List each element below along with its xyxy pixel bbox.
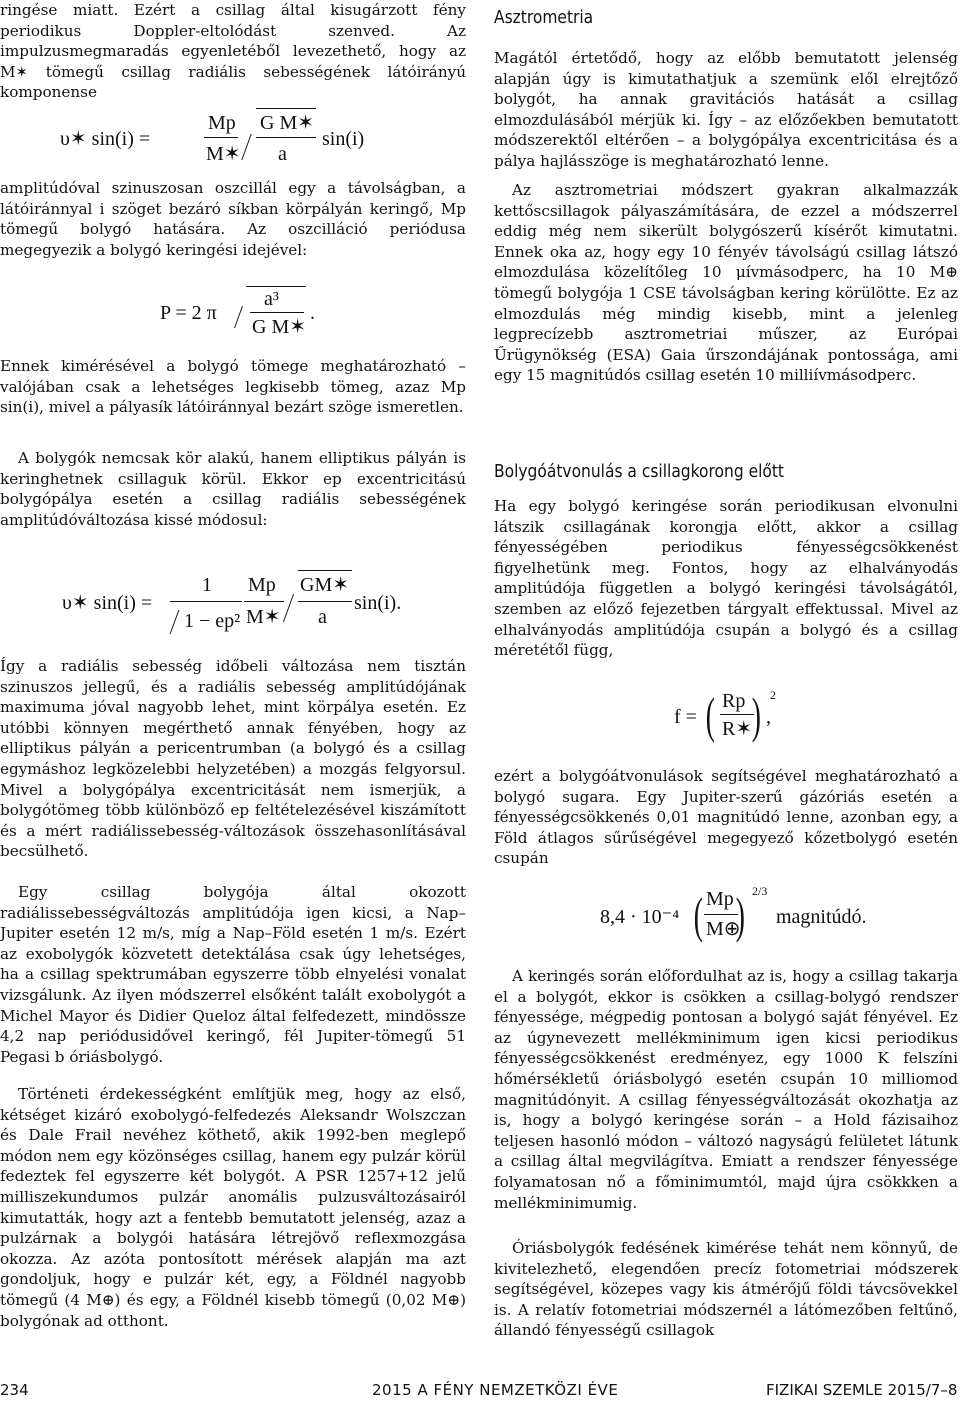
paragraph: Óriásbolygók fedésének kimérése tehát nem könnyű, de kivitelezhető, elegendően precíz fotometriai módszerek segítségével, közepes vagy kis átmérőjű földi távcsövekkel is. A relatív fotometriai módszernél a látómezőben feltűnő, állandó fényességű csillagok xyxy=(494,1239,958,1340)
paragraph: ringése miatt. Ezért a csillag által kisugárzott fény periodikus Doppler-eltolódást szenved. Az impulzusmegmaradás egyenletéből levezethető, hogy az M✶ tömegű csillag radiális sebességének látóirányú komponense xyxy=(0,1,466,102)
paragraph: A keringés során előfordulhat az is, hogy a csillag takarja el a bolygót, ekkor is csökken a csillag-bolygó rendszer fényessége, mégpedig pontosan a bolygó saját fényével. Ez az úgynevezett mellékminimum igen kicsi periodikus fényességcsökkenést eredményez, egy 1000 K felszíni hőmérsékletű óriásbolygó esetén csupán 10 milliomod magnitúdónyit. A csillag fényességváltozását okozhatja az is, hogy a bolygó keringése során – a Hold fázisaihoz teljesen hasonló módon – változó nagyságú felületet látunk a csillag által megvilágítva. Emiatt a rendszer fényessége folyamatosan nő a főminimumtól, majd újra csökkken a mellékminimumig. xyxy=(494,967,958,1212)
paragraph: amplitúdóval szinuszosan oszcillál egy a távolságban, a látóiránnyal i szöget bezáró síkban körpályán keringő, Mp tömegű bolygó hatására. Az oszcilláció periódusa megegyezik a bolygó keringési idejével: xyxy=(0,179,466,259)
paragraph: Egy csillag bolygója által okozott radiálissebességváltozás amplitúdója igen kicsi, a Nap–Jupiter esetén 12 m/s, míg a Nap–Föld esetén 1 m/s. Ezért az exobolygók közvetett detektálása csak úgy lehetséges, ha a csillag spektrumában egyszerre több elnyelési vonalat vizsgálunk. Az ilyen módszerrel elsőként talált exobolygót a Michel Mayor és Didier Queloz által felfedezett, mindössze 4,2 nap periódusidővel keringő, fél Jupiter-tömegű 51 Pegasi b óriásbolygó. xyxy=(0,883,466,1066)
paragraph: Ennek kimérésével a bolygó tömege meghatározható – valójában csak a lehetséges legkisebb tömeg, azaz Mp sin(i), mivel a pályasík látóiránnyal bezárt szöge ismeretlen. xyxy=(0,357,466,417)
equation-eccentric: υ✶ sin(i) = 1 1 − ep² Mp M✶ GM✶ a sin(i). xyxy=(62,572,462,642)
journal-issue: FIZIKAI SZEMLE 2015/7–8 xyxy=(766,1381,958,1399)
section-heading: Bolygóátvonulás a csillagkorong előtt xyxy=(494,461,785,482)
paragraph: ezért a bolygóátvonulások segítségével meghatározható a bolygó sugara. Egy Jupiter-szerű gázóriás esetén a fényességcsökkenés 0,01 magnitúdó lenne, azonban egy, a Föld átlagos sűrűségével megegyező kőzetbolygó esetén csupán xyxy=(494,767,958,868)
paragraph: Történeti érdekességként említjük meg, hogy az első, kétséget kizáró exobolygó-felfedezés Aleksandr Wolszczan és Dale Frail nevéhez köthető, akik 1992-ben meglepő módon nem egy közönséges csillag, hanem egy pulzár körül fedeztek fel egyszerre két bolygót. A PSR 1257+12 jelű milliszekundumos pulzár anomális pulzusváltozásairól kimutatták, hogy azt a fentebb bemutatott jelenség, azaz a pulzárnak a bolygói hatására létrejövő reflexmozgása okozza. Az azóta pontosított mérések alapján ma azt gondoljuk, hogy e pulzár két, egy, a Földnél nagyobb tömegű (4 M⊕) és egy, a Földnél kisebb tömegű (0,02 M⊕) bolygónak ad otthont. xyxy=(0,1085,466,1330)
paragraph: Így a radiális sebesség időbeli változása nem tisztán szinuszos jellegű, és a radiális sebesség amplitúdójának maximuma jóval nagyobb lehet, mint körpálya esetén. Ez utóbbi könnyen megérthető annak fényében, hogy az elliptikus pályán a pericentrumban (a bolygó és a csillag egymáshoz legközelebbi helyzetében) a mozgás felgyorsul. Mivel a bolygópálya excentricitását nem ismerjük, a bolygótömeg több különböző ep feltételezésével kiszámított és a mért radiálissebesség-változások összehasonlításával becsülhető. xyxy=(0,657,466,861)
equation-rocky-planet: 8,4 · 10⁻⁴ ( Mp M⊕ ) 2/3 magnitúdó. xyxy=(600,884,867,943)
paragraph: A bolygók nemcsak kör alakú, hanem elliptikus pályán is keringhetnek csillaguk körül. Ekkor ep excentricitású bolygópálya esetén a csillag radiális sebességének amplitúdóváltozása kissé módosul: xyxy=(0,449,466,529)
page-footer xyxy=(0,1378,960,1402)
equation-period: P = 2 π a³ G M✶ . xyxy=(160,288,315,338)
paragraph: Ha egy bolygó keringése során periodikusan elvonulni látszik csillagának korongja előtt, akkor a csillag fényességében periodikus fényességcsökkenést figyelhetünk meg. Fontos, hogy az elhalványodás amplitúdója független a bolygó keringési távolságától, szemben az előző fejezetben tárgyalt effektussal. Mivel az elhalványodás amplitúdója csupán a bolygó és a csillag méretétől függ, xyxy=(494,497,958,660)
section-heading: Asztrometria xyxy=(494,7,594,28)
page-number: 234 xyxy=(0,1381,29,1399)
equation-transit-depth: f = ( Rp R✶ ) 2 , xyxy=(674,687,776,743)
footer-center-title: 2015 A FÉNY NEMZETKÖZI ÉVE xyxy=(372,1381,619,1399)
paragraph: Magától értetődő, hogy az előbb bemutatott jelenség alapján úgy is kimutathatjuk a szemünk elől elrejtőző bolygót, ha annak gravitációs hatását a csillag elmozdulásából mérjük ki. Így – az előzőekben bemutatott módszerektől eltérően – a bolygópálya excentricitása és a pálya hajlásszöge is meghatározható lenne. xyxy=(494,49,958,170)
paragraph: Az asztrometriai módszert gyakran alkalmazzák kettőscsillagok pályaszámítására, de ezzel a módszerrel eddig még nem sikerült bolygószerű kísérőt kimutatni. Ennek oka az, hogy egy 10 fényév távolságú csillag látszó elmozdulása közelítőleg 10 μívmásodperc, ha 10 M⊕ tömegű bolygója 1 CSE távolságban kering körülötte. Ez az elmozdulás még mindig kisebb, mint a jelenleg legprecízebb asztrometriai műszer, az Európai Űrügynökség (ESA) Gaia űrszondájának pontossága, ami egy 15 magnitúdós csillag esetén 10 milliívmásodperc. xyxy=(494,181,958,385)
equation-radial-velocity: υ✶ sin(i) = Mp M✶ G M✶ a sin(i) xyxy=(60,110,400,170)
